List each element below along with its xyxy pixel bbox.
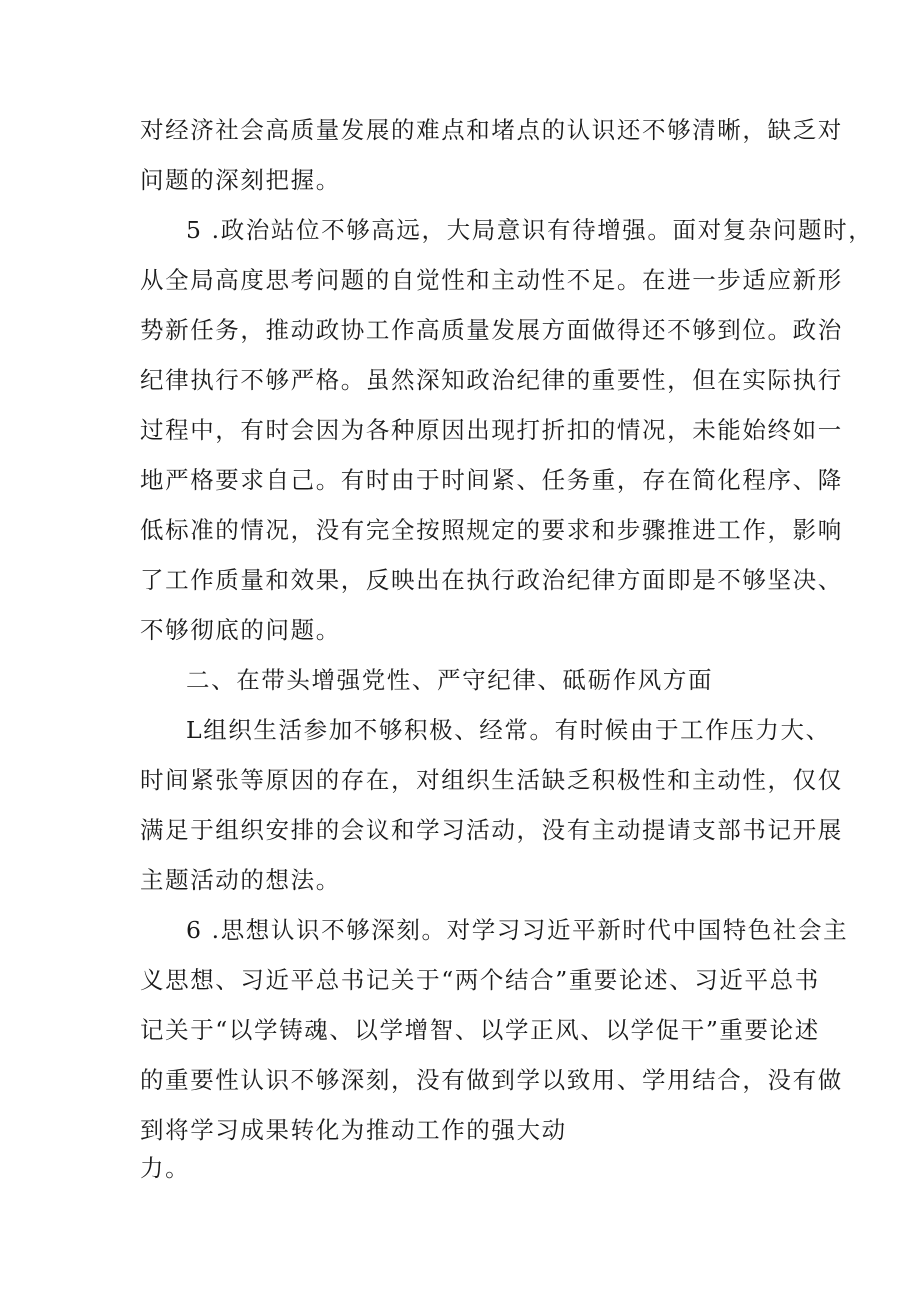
paragraph-0-line-1: 对经济社会高质量发展的难点和堵点的认识还不够清晰，缺乏对 — [140, 116, 843, 144]
section-heading-2: 二、在带头增强党性、严守纪律、砥砺作风方面 — [186, 666, 714, 694]
paragraph-3-line-3: 记关于“以学铸魂、以学增智、以学正风、以学促干”重要论述 — [140, 1016, 820, 1044]
paragraph-3-line-4: 的重要性认识不够深刻，没有做到学以致用、学用结合，没有做 — [140, 1066, 843, 1094]
paragraph-1-line-2: 从全局高度思考问题的自觉性和主动性不足。在进一步适应新形 — [140, 266, 843, 294]
paragraph-3-line-1: 6 .思想认识不够深刻。对学习习近平新时代中国特色社会主 — [186, 916, 849, 944]
paragraph-1-line-7: 低标准的情况，没有完全按照规定的要求和步骤推进工作，影响 — [140, 516, 843, 544]
paragraph-1-line-8: 了工作质量和效果，反映出在执行政治纪律方面即是不够坚决、 — [140, 566, 843, 594]
paragraph-3-line-6: 力。 — [140, 1154, 191, 1182]
paragraph-3-line-5: 到将学习成果转化为推动工作的强大动 — [140, 1116, 567, 1144]
paragraph-1-line-9: 不够彻底的问题。 — [140, 616, 341, 644]
paragraph-1-line-5: 过程中，有时会因为各种原因出现打折扣的情况，未能始终如一 — [140, 416, 843, 444]
paragraph-1-line-1: 5 .政治站位不够高远，大局意识有待增强。面对复杂问题时， — [186, 216, 874, 244]
paragraph-2-line-1: L组织生活参加不够积极、经常。有时候由于工作压力大、 — [186, 716, 831, 744]
paragraph-0-line-2: 问题的深刻把握。 — [140, 166, 341, 194]
paragraph-1-line-4: 纪律执行不够严格。虽然深知政治纪律的重要性，但在实际执行 — [140, 366, 843, 394]
paragraph-1-line-3: 势新任务，推动政协工作高质量发展方面做得还不够到位。政治 — [140, 316, 843, 344]
paragraph-2-line-4: 主题活动的想法。 — [140, 866, 341, 894]
paragraph-3-line-2: 义思想、习近平总书记关于“两个结合”重要论述、习近平总书 — [140, 966, 820, 994]
paragraph-1-line-6: 地严格要求自己。有时由于时间紧、任务重，存在简化程序、降 — [140, 466, 843, 494]
paragraph-2-line-2: 时间紧张等原因的存在，对组织生活缺乏积极性和主动性，仅仅 — [140, 766, 843, 794]
paragraph-2-line-3: 满足于组织安排的会议和学习活动，没有主动提请支部书记开展 — [140, 816, 843, 844]
